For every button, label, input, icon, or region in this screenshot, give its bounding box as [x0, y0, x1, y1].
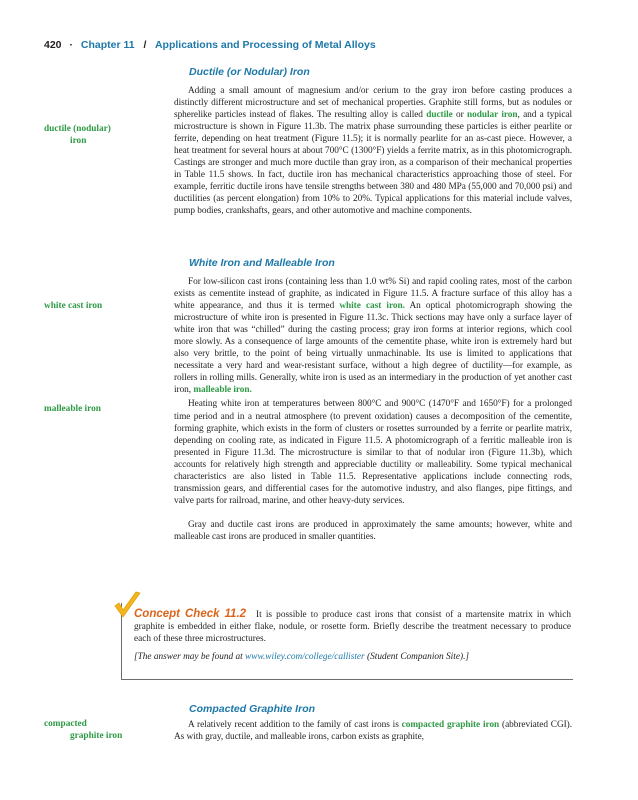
paragraph: Heating white iron at temperatures between 800°C and 900°C (1470°F and 1650°F) for a prolonged time period and in a neutral atmosphere (to prevent oxidation) causes a decomposition of the cementite, forming graphite, which exists in the form of clusters or rosettes surrounded by a ferrite or pearlite matrix, depending on cooling rate, as indicated in Figure 11.5. A photomicrograph of a ferritic malleable iron is presented in Figure 11.3d. The microstructure is similar to that of nodular iron (Figure 11.3b), which accounts for relatively high strength and appreciable ductility or malleability. Some typical mechanical characteristics are also listed in Table 11.5. Representative applications include connecting rods, transmission gears, and differential cases for the automotive industry, and also flanges, pipe fittings, and valve parts for railroad, marine, and other heavy-duty services.: [174, 399, 572, 506]
chapter-title: Applications and Processing of Metal Alloys: [154, 39, 376, 51]
text-run: Adding a small amount of magnesium and/or cerium to the gray iron before casting produces a distinctly different microstructure and set of mechanical properties. Graphite still forms, but as nodules or spherelike particles instead of flakes. The resulting alloy is called: [174, 86, 572, 121]
key-term-malleable-iron: malleable iron.: [193, 385, 252, 396]
paragraph: Gray and ductile cast irons are produced in approximately the same amounts; however, white and malleable cast irons are produced in smaller quantities.: [174, 519, 572, 542]
text-run: For low-silicon cast irons (containing less than 1.0 wt% Si) and rapid cooling rates, most of the carbon exists as cementite instead of graphite, as indicated in Figure 11.5. A fracture surface of this alloy has a white appearance, and thus it is termed: [174, 277, 572, 312]
chapter-label: Chapter 11: [80, 39, 135, 51]
section-heading-white: White Iron and Malleable Iron: [189, 257, 335, 269]
section-heading-ductile: Ductile (or Nodular) Iron: [189, 66, 310, 78]
concept-check-content: [134, 608, 571, 663]
text-run: It is possible to produce cast irons that consist of a martensite matrix in which graphite is embedded in either flake, nodule, or rosette form. Briefly describe the treatment necessary to produce each of these three microstructures.: [134, 610, 571, 645]
paragraph: [174, 719, 572, 743]
text-run: (abbreviated CGI). As with gray, ductile, and malleable irons, carbon exists as graphite,: [174, 720, 572, 743]
text-run: (Student Companion Site).]: [364, 652, 470, 663]
concept-check-title: Concept Check 11.2: [134, 608, 247, 620]
margin-term-white: white cast iron: [44, 301, 103, 311]
text-run: [The answer may be found at: [134, 652, 246, 663]
white-body: [174, 276, 572, 543]
text-run: , and a typical microstructure is shown in Figure 11.3b. The matrix phase surrounding these particles is either pearlite or ferrite, depending on heat treatment (Figure 11.5); it is normally pearlite for an as-cast piece. However, a heat treatment for several hours at about 700°C (1300°F) yields a ferrite matrix, as in this photomicrograph. Castings are stronger and much more ductile than gray iron, as a comparison of their mechanical properties in Table 11.5 shows. In fact, ductile iron has mechanical characteristics approaching those of steel. For example, ferritic ductile irons have tensile strengths between 380 and 480 MPa (55,000 and 70,000 psi) and ductilities (as percent elongation) from 10% to 20%. Typical applications for this material include valves, pump bodies, crankshafts, gears, and other automotive and machine components.: [174, 110, 573, 217]
key-term-white-cast-iron: white cast iron.: [339, 301, 405, 312]
section-heading-compacted: Compacted Graphite Iron: [189, 703, 316, 715]
concept-check-answer: [134, 651, 571, 663]
running-header: [44, 39, 618, 51]
answer-link[interactable]: www.wiley.com/college/callister: [245, 652, 365, 663]
paragraph: [174, 85, 572, 218]
text-run: An optical photomicrograph showing the microstructure of white iron is presented in Figure 11.3c. Thick sections may have only a surface layer of white iron that was “chilled” during the casting process; gray iron forms at interior regions, which cool more slowly. As a consequence of large amounts of the cementite phase, white iron is extremely hard but also very brittle, to the point of being virtually unmachinable. Its use is limited to applications that necessitate a very hard and wear-resistant surface, without a high degree of ductility—for example, as rollers in rolling mills. Generally, white iron is used as an intermediary in the production of yet another cast iron,: [174, 301, 572, 396]
key-term-compacted: compacted graphite iron: [401, 720, 500, 730]
page-number: 420: [44, 39, 62, 51]
margin-term-ductile: [44, 124, 164, 147]
compacted-body: [174, 719, 572, 743]
margin-term-compacted: [44, 719, 164, 742]
paragraph: [174, 276, 572, 396]
margin-term-malleable: malleable iron: [44, 404, 101, 414]
key-term-ductile: ductile: [426, 110, 453, 121]
margin-term-line: ductile (nodular): [44, 124, 111, 134]
text-run: A relatively recent addition to the family of cast irons is: [188, 720, 402, 730]
header-slash: /: [143, 39, 147, 51]
margin-term-line: compacted: [44, 719, 87, 729]
text-run: or: [452, 110, 468, 121]
key-term-nodular: nodular iron: [467, 110, 518, 121]
header-separator: ·: [69, 39, 73, 51]
concept-check-question: [134, 608, 571, 645]
ductile-body: [174, 85, 572, 218]
margin-term-line: graphite iron: [70, 730, 123, 741]
margin-term-line: iron: [70, 135, 87, 146]
